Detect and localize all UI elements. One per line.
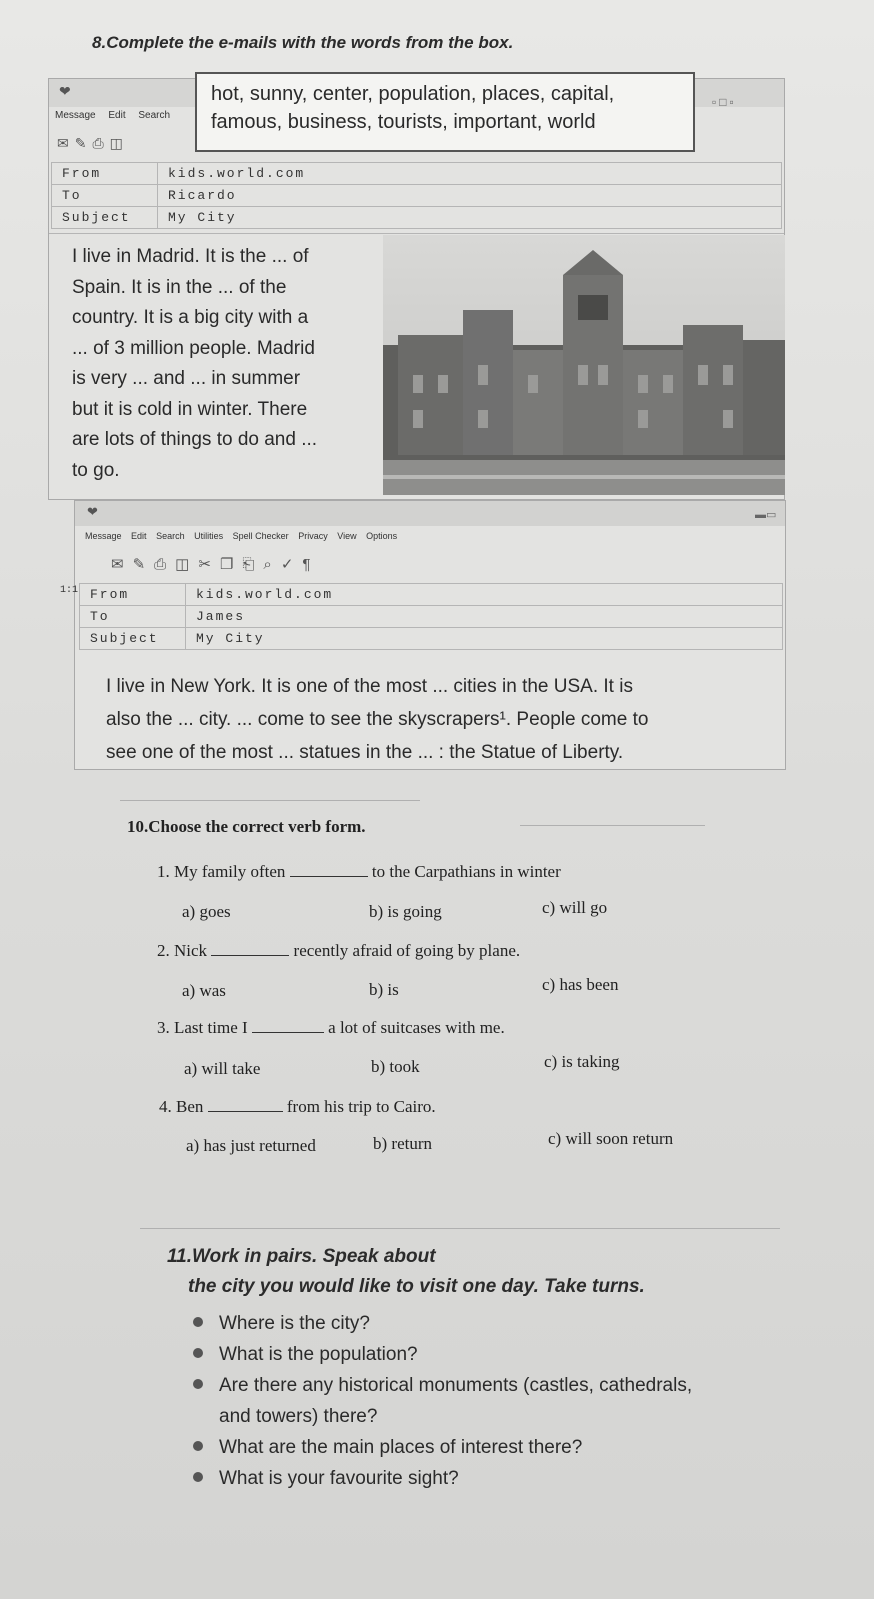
body-line: is very ... and ... in summer [72, 368, 301, 389]
copy-icon[interactable]: ❐ [219, 556, 243, 573]
word-box-line-2: famous, business, tourists, important, world [211, 111, 596, 133]
subject-row [80, 628, 783, 650]
menu-item-privacy[interactable]: Privacy [298, 531, 328, 541]
divider [120, 800, 420, 801]
body-line: also the ... city. ... come to see the skyscrapers¹. People come to [106, 709, 649, 730]
question-after: recently afraid of going by plane. [293, 941, 521, 960]
menu-item-options[interactable]: Options [366, 531, 398, 541]
word-box-line-1: hot, sunny, center, population, places, capital, [211, 83, 615, 105]
body-line: but it is cold in winter. There [72, 398, 308, 420]
list-item [193, 1463, 692, 1494]
exercise-number: 8. [92, 33, 107, 52]
title-bar [75, 501, 785, 526]
option-a[interactable]: a) will take [184, 1059, 261, 1078]
body-line: Spain. It is in the ... of the [72, 276, 287, 298]
option-a[interactable]: a) goes [182, 902, 231, 921]
divider [140, 1228, 780, 1229]
from-field[interactable]: kids.world.com [158, 163, 782, 185]
bullet-icon [193, 1441, 203, 1451]
discussion-bullets [193, 1308, 692, 1494]
list-item [193, 1339, 692, 1370]
print-icon[interactable]: ⎙ [154, 556, 176, 573]
bullet-text: Are there any historical monuments (castles, cathedrals, [219, 1375, 693, 1396]
minimize-icon[interactable]: ▬▭ [755, 509, 777, 521]
question-3 [157, 1018, 505, 1038]
menu-item-view[interactable]: View [337, 531, 357, 541]
menu-item-spell-checker[interactable]: Spell Checker [232, 531, 289, 541]
menu-item-search[interactable]: Search [138, 110, 171, 121]
subject-label: Subject [52, 207, 158, 229]
toolbar-icons [111, 555, 319, 573]
send-icon[interactable]: ✉ [57, 135, 75, 151]
answer-blank[interactable] [208, 1111, 283, 1112]
app-icon: ❤ [59, 83, 71, 99]
save-icon[interactable]: ◫ [175, 556, 199, 573]
list-item [193, 1370, 692, 1401]
option-c[interactable]: c) is taking [544, 1052, 620, 1071]
to-label: To [52, 185, 158, 207]
exercise-title: Complete the e-mails with the words from the box. [106, 33, 514, 52]
menu-item-edit[interactable]: Edit [108, 110, 126, 121]
subject-field[interactable]: My City [186, 628, 783, 650]
answer-blank[interactable] [252, 1032, 324, 1033]
body-line: I live in Madrid. It is the ... of [72, 246, 309, 267]
bullet-icon [193, 1379, 203, 1389]
body-line: country. It is a big city with a [72, 307, 309, 328]
save-icon[interactable]: ◫ [109, 135, 129, 151]
question-before: Last time I [174, 1018, 248, 1037]
question-after: to the Carpathians in winter [371, 862, 561, 881]
body-line: ... of 3 million people. Madrid [72, 337, 315, 359]
bullet-text: Where is the city? [219, 1313, 370, 1334]
body-line: I live in New York. It is one of the most ... cities in the USA. It is [106, 676, 633, 697]
to-field[interactable]: James [186, 606, 783, 628]
to-field[interactable]: Ricardo [158, 185, 782, 207]
email-header-fields [51, 162, 782, 229]
exercise-number: 10. [127, 817, 149, 836]
bullet-text: and towers) there? [219, 1406, 378, 1427]
question-after: a lot of suitcases with me. [328, 1018, 505, 1037]
exercise-8-heading [92, 33, 513, 53]
list-item-continuation [193, 1401, 692, 1432]
exercise-title-line-2: the city you would like to visit one day. Take turns. [188, 1276, 645, 1297]
question-before: Ben [176, 1097, 204, 1116]
subject-row [52, 207, 782, 229]
question-number: 2. [157, 941, 170, 960]
exercise-number: 11. [167, 1246, 193, 1267]
print-icon[interactable]: ⎙ [92, 135, 110, 151]
question-before: Nick [174, 941, 208, 960]
question-2 [157, 941, 520, 961]
to-row [52, 185, 782, 207]
menu-item-message[interactable]: Message [55, 110, 96, 121]
format-icon[interactable]: ¶ [302, 556, 320, 573]
menu-item-utilities[interactable]: Utilities [194, 531, 224, 541]
menu-bar [55, 110, 170, 121]
question-1 [157, 862, 561, 882]
option-a[interactable]: a) was [182, 981, 226, 1000]
divider [520, 825, 705, 826]
exercise-11-heading [167, 1246, 436, 1268]
body-line: are lots of things to do and ... [72, 429, 318, 450]
menu-item-message[interactable]: Message [85, 531, 122, 541]
answer-blank[interactable] [290, 876, 368, 877]
window-controls-icon[interactable]: ▫□▫ [712, 95, 737, 109]
from-label: From [52, 163, 158, 185]
toolbar-icons [57, 135, 129, 152]
madrid-palace-photo [383, 235, 785, 495]
subject-label: Subject [80, 628, 186, 650]
option-b[interactable]: b) is [369, 980, 399, 999]
divider [49, 233, 784, 234]
menu-item-edit[interactable]: Edit [131, 531, 147, 541]
bullet-text: What is your favourite sight? [219, 1468, 459, 1489]
question-number: 4. [159, 1097, 172, 1116]
paste-icon[interactable]: ⎗ [242, 556, 264, 573]
to-row [80, 606, 783, 628]
bullet-text: What are the main places of interest there? [219, 1437, 583, 1458]
body-line: to go. [72, 459, 120, 481]
question-before: My family often [174, 862, 286, 881]
bullet-icon [193, 1348, 203, 1358]
option-a[interactable]: a) has just returned [186, 1136, 316, 1155]
bullet-text: What is the population? [219, 1344, 418, 1365]
email-1-body [72, 242, 382, 486]
question-4 [159, 1097, 436, 1117]
from-row [80, 584, 783, 606]
question-number: 3. [157, 1018, 170, 1037]
option-b[interactable]: b) return [373, 1134, 433, 1153]
spell-icon[interactable]: ✓ [280, 556, 303, 573]
send-icon[interactable]: ✉ [111, 556, 133, 573]
bullet-icon [193, 1317, 203, 1327]
answer-blank[interactable] [211, 955, 289, 956]
find-icon[interactable]: ⌕ [263, 556, 281, 573]
list-item [193, 1308, 692, 1339]
to-label: To [80, 606, 186, 628]
email-header-fields [79, 583, 783, 650]
from-label: From [80, 584, 186, 606]
exercise-title: Choose the correct verb form. [148, 817, 366, 836]
exercise-10-heading [127, 817, 366, 837]
exercise-title-line-1: Work in pairs. Speak about [192, 1246, 436, 1267]
word-box [195, 72, 695, 152]
menu-bar [85, 531, 397, 541]
line-indicator: 1:1 [60, 585, 79, 596]
option-c[interactable]: c) will go [542, 898, 608, 917]
question-after: from his trip to Cairo. [286, 1097, 436, 1116]
cut-icon[interactable]: ✂ [198, 556, 220, 573]
option-c[interactable]: c) has been [542, 975, 619, 994]
email-2-body [106, 670, 776, 769]
question-number: 1. [157, 862, 170, 881]
attach-icon[interactable]: ✎ [74, 135, 93, 151]
list-item [193, 1432, 692, 1463]
from-row [52, 163, 782, 185]
attach-icon[interactable]: ✎ [132, 556, 155, 573]
menu-item-search[interactable]: Search [156, 531, 185, 541]
from-field[interactable]: kids.world.com [186, 584, 783, 606]
subject-field[interactable]: My City [158, 207, 782, 229]
bullet-icon [193, 1472, 203, 1482]
option-b[interactable]: b) took [371, 1057, 420, 1076]
option-c[interactable]: c) will soon return [548, 1129, 674, 1148]
body-line: see one of the most ... statues in the ... : the Statue of Liberty. [106, 742, 624, 763]
app-icon: ❤ [87, 504, 98, 519]
option-b[interactable]: b) is going [369, 902, 442, 921]
